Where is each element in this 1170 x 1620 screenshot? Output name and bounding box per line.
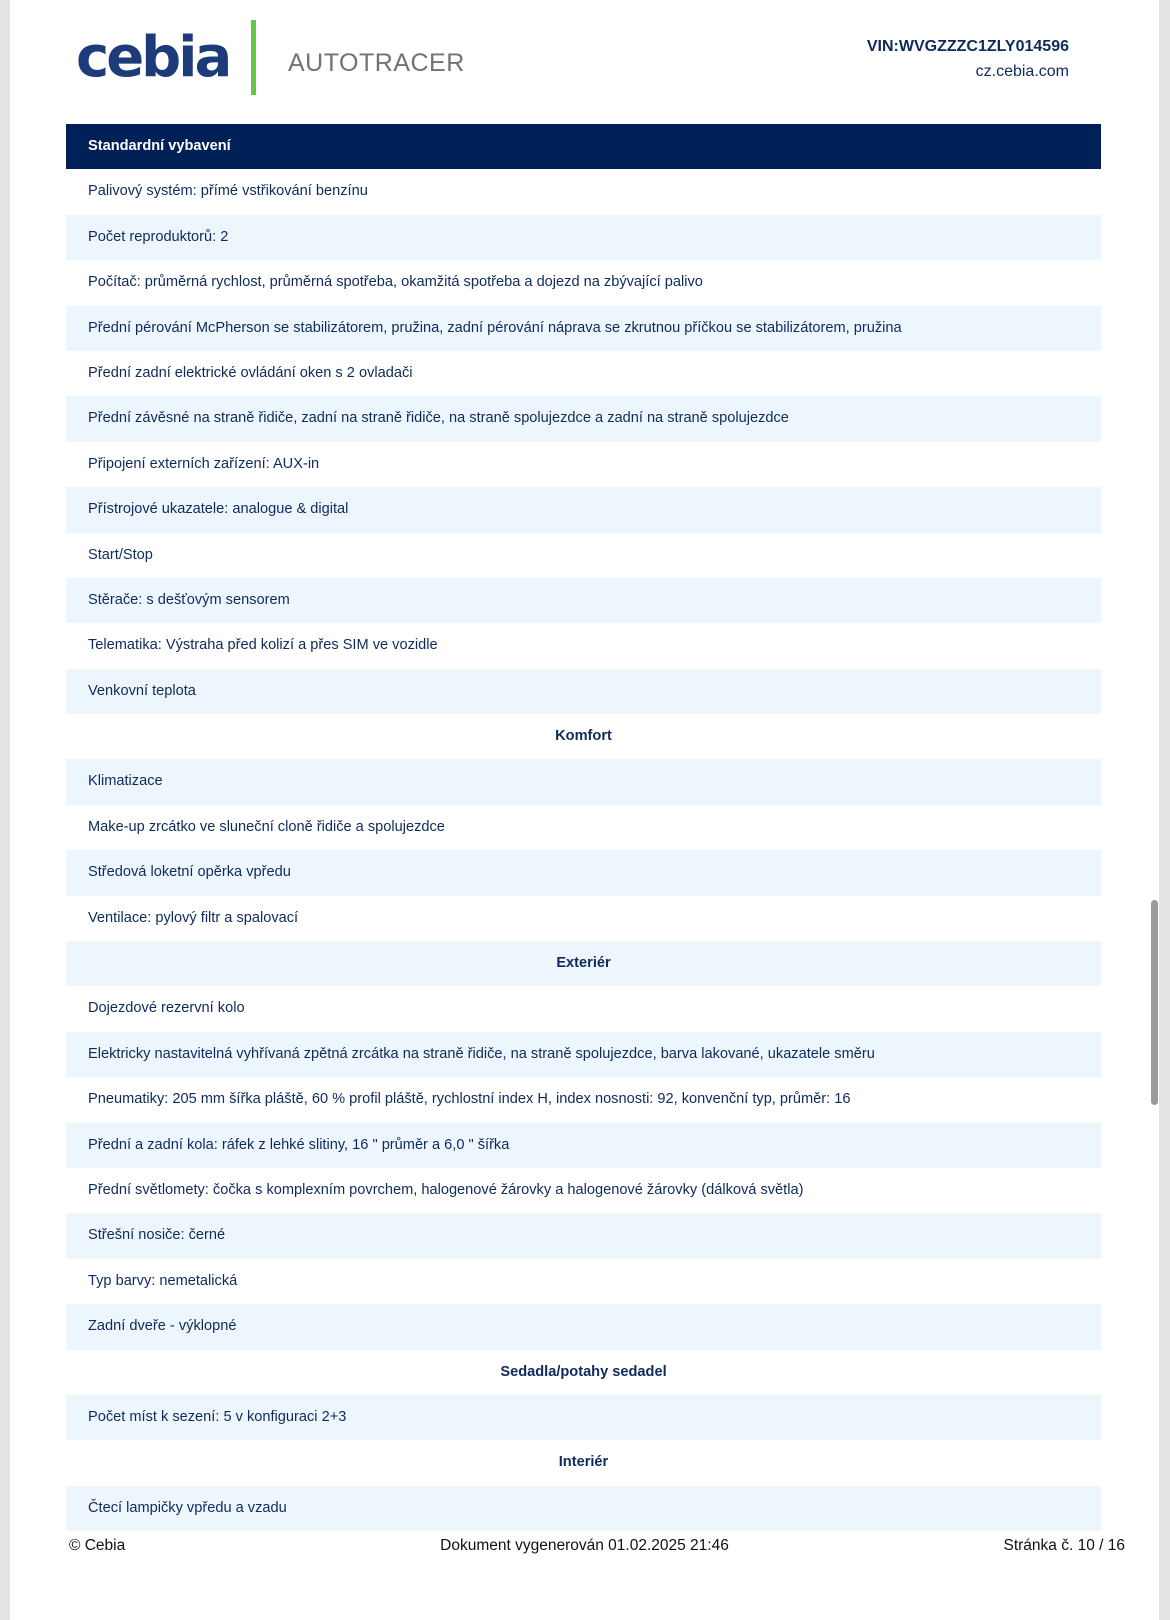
table-row: Palivový systém: přímé vstřikování benzínu	[66, 169, 1101, 214]
section-heading: Sedadla/potahy sedadel	[66, 1350, 1101, 1395]
table-row: Make-up zrcátko ve sluneční cloně řidiče a spolujezdce	[66, 805, 1101, 850]
footer-copyright: © Cebia	[69, 1537, 126, 1554]
table-row: Typ barvy: nemetalická	[66, 1259, 1101, 1304]
table-row: Ventilace: pylový filtr a spalovací	[66, 896, 1101, 941]
table-row: Přední závěsné na straně řidiče, zadní na straně řidiče, na straně spolujezdce a zadní na straně spolujezdce	[66, 396, 1101, 441]
footer-generated: Dokument vygenerován 01.02.2025 21:46	[440, 1537, 729, 1554]
table-row: Dojezdové rezervní kolo	[66, 986, 1101, 1031]
table-row: Start/Stop	[66, 533, 1101, 578]
table-row: Počet míst k sezení: 5 v konfiguraci 2+3	[66, 1395, 1101, 1440]
table-row: Počet reproduktorů: 2	[66, 215, 1101, 260]
table-row: Středová loketní opěrka vpředu	[66, 850, 1101, 895]
table-row: Telematika: Výstraha před kolizí a přes SIM ve vozidle	[66, 623, 1101, 668]
section-heading: Komfort	[66, 714, 1101, 759]
site-url: cz.cebia.com	[975, 63, 1069, 80]
table-row: Přední pérování McPherson se stabilizátorem, pružina, zadní pérování náprava se zkrutnou příčkou se stabilizátorem, pružina	[66, 306, 1101, 351]
report-page	[10, 0, 1159, 1620]
table-row: Elektricky nastavitelná vyhřívaná zpětná zrcátka na straně řidiče, na straně spolujezdce, barva lakované, ukazatele směru	[66, 1032, 1101, 1077]
logo-divider	[251, 20, 256, 95]
table-row: Klimatizace	[66, 759, 1101, 804]
table-row: Přední zadní elektrické ovládání oken s 2 ovladači	[66, 351, 1101, 396]
table-row: Počítač: průměrná rychlost, průměrná spotřeba, okamžitá spotřeba a dojezd na zbývající palivo	[66, 260, 1101, 305]
table-row: Střešní nosiče: černé	[66, 1213, 1101, 1258]
footer-page-number: Stránka č. 10 / 16	[1003, 1537, 1125, 1554]
table-row: Přístrojové ukazatele: analogue & digital	[66, 487, 1101, 532]
equipment-table	[66, 124, 1101, 1531]
section-heading: Interiér	[66, 1440, 1101, 1485]
table-row: Přední a zadní kola: ráfek z lehké slitiny, 16 " průměr a 6,0 " šířka	[66, 1123, 1101, 1168]
table-row: Stěrače: s dešťovým sensorem	[66, 578, 1101, 623]
table-row: Zadní dveře - výklopné	[66, 1304, 1101, 1349]
scrollbar-thumb[interactable]	[1151, 900, 1158, 1105]
table-row: Venkovní teplota	[66, 669, 1101, 714]
section-heading: Exteriér	[66, 941, 1101, 986]
vin-number: VIN:WVGZZZC1ZLY014596	[866, 38, 1069, 55]
table-row: Připojení externích zařízení: AUX-in	[66, 442, 1101, 487]
table-heading: Standardní vybavení	[66, 124, 1101, 169]
table-row: Čtecí lampičky vpředu a vzadu	[66, 1486, 1101, 1531]
logo-product-name: AUTOTRACER	[288, 49, 465, 77]
logo-wordmark: cebia	[76, 25, 230, 90]
table-row: Pneumatiky: 205 mm šířka pláště, 60 % profil pláště, rychlostní index H, index nosnosti: 92, konvenční typ, průměr: 16	[66, 1077, 1101, 1122]
table-row: Přední světlomety: čočka s komplexním povrchem, halogenové žárovky a halogenové žárovky (dálková světla)	[66, 1168, 1101, 1213]
table-rows	[66, 169, 1101, 1531]
